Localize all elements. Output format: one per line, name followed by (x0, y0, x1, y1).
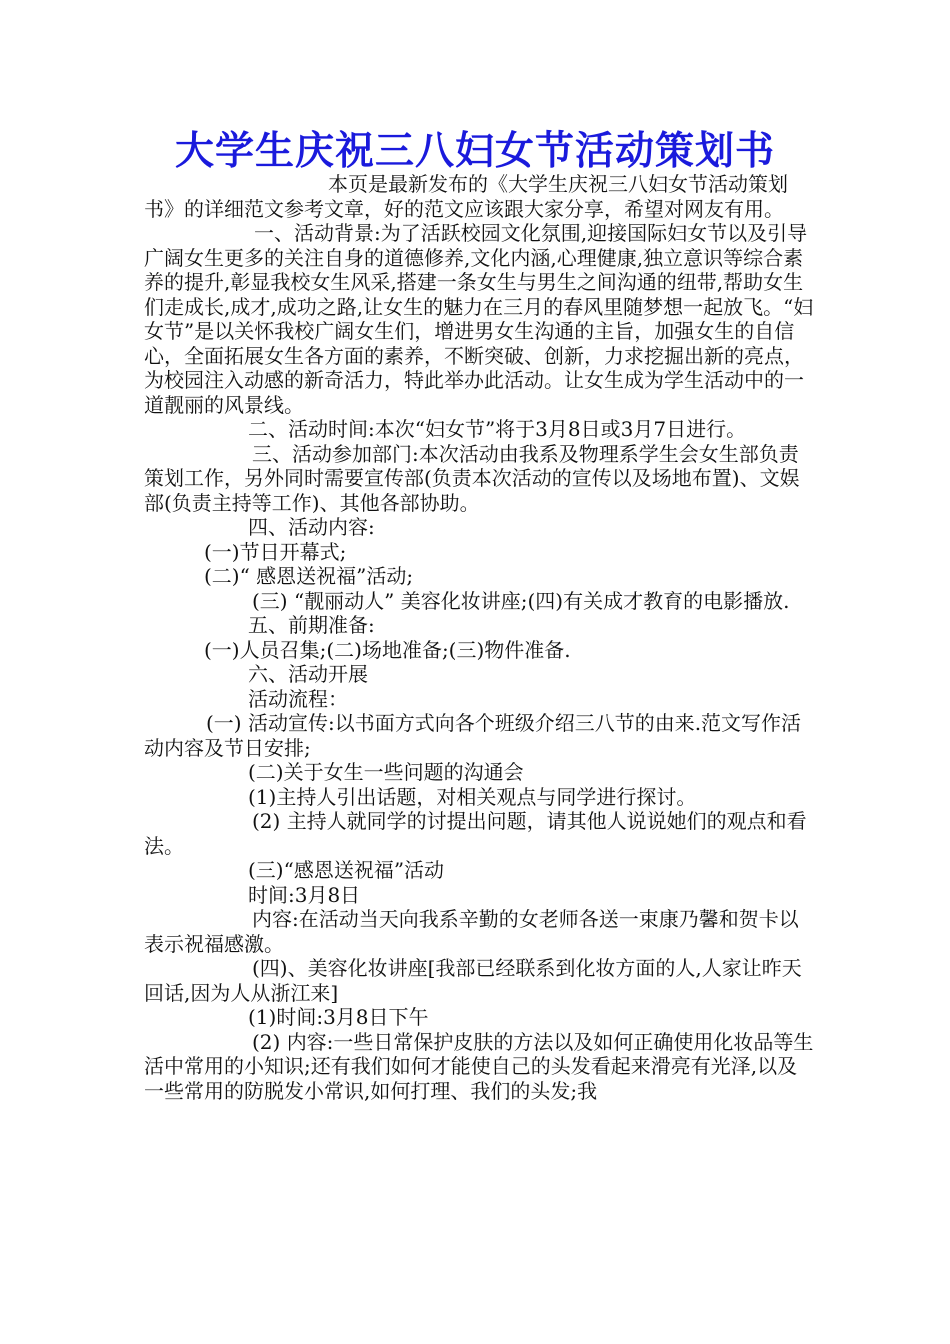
flow-item-1: (一) 活动宣传:以书面方式向各个班级介绍三八节的由来.范文写作活动内容及节日安排; (144, 711, 802, 760)
content-item-2: (二)“ 感恩送祝福”活动; (204, 564, 414, 588)
flow-item-2-1: (1)主持人引出话题，对相关观点与同学进行探讨。 (248, 784, 697, 809)
flow-item-3: (三)“感恩送祝福”活动 (248, 858, 445, 882)
flow-item-4-time: (1)时间:3月8日下午 (248, 1005, 429, 1029)
departments-paragraph: 三、活动参加部门:本次活动由我系及物理系学生会女生部负责策划工作，另外同时需要宣传部(负责本次活动的宣传以及场地布置)、文娱部(负责主持等工作)、其他各部协助。 (144, 441, 800, 515)
flow-item-3-content: 内容:在活动当天向我系辛勤的女老师各送一束康乃馨和贺卡以表示祝福感激。 (144, 907, 799, 956)
flow-item-4: (四)、美容化妆讲座[我部已经联系到化妆方面的人,人家让昨天回话,因为人从浙江来] (144, 956, 802, 1005)
flow-item-2: (二)关于女生一些问题的沟通会 (248, 760, 524, 784)
document-title: 大学生庆祝三八妇女节活动策划书 (174, 129, 775, 174)
background-paragraph: 一、活动背景:为了活跃校园文化氛围,迎接国际妇女节以及引导广阔女生更多的关注自身的道德修养,文化内涵,心理健康,独立意识等综合素养的提升,彰显我校女生风采,搭建一条女生与男生之间沟通的纽带,帮助女生们走成长,成才,成功之路,让女生的魅力在三月的春风里随梦想一起放飞。“妇女节”是以关怀我校广阔女生们，增进男女生沟通的主旨，加强女生的自信心，全面拓展女生各方面的素养，不断突破、创新，力求挖掘出新的亮点，为校园注入动感的新奇活力，特此举办此活动。让女生成为学生活动中的一道靓丽的风景线。 (144, 221, 814, 417)
prep-items: (一)人员召集;(二)场地准备;(三)物件准备. (204, 637, 571, 662)
content-heading: 四、活动内容: (248, 515, 375, 539)
flow-item-4-content: (2) 内容:一些日常保护皮肤的方法以及如何正确使用化妆品等生活中常用的小知识;还有我们如何才能使自己的头发看起来滑亮有光泽,以及一些常用的防脱发小常识,如何打理、我们的头发;我 (144, 1029, 814, 1103)
document-body (144, 172, 814, 1103)
flow-item-2-2: (2) 主持人就同学的讨提出问题，请其他人说说她们的观点和看法。 (144, 809, 807, 858)
time-paragraph: 二、活动时间:本次“妇女节”将于3月8日或3月7日进行。 (248, 417, 747, 441)
content-item-1: (一)节日开幕式; (204, 539, 347, 564)
flow-heading: 活动流程： (248, 686, 348, 711)
intro-paragraph: 本页是最新发布的《大学生庆祝三八妇女节活动策划书》的详细范文参考文章，好的范文应该跟大家分享，希望对网友有用。 (144, 172, 788, 221)
content-item-3: (三) “靓丽动人” 美容化妆讲座;(四)有关成才教育的电影播放. (252, 588, 790, 613)
prep-heading: 五、前期准备: (248, 613, 375, 637)
develop-heading: 六、活动开展 (248, 662, 368, 686)
flow-item-3-time: 时间:3月8日 (248, 882, 361, 907)
